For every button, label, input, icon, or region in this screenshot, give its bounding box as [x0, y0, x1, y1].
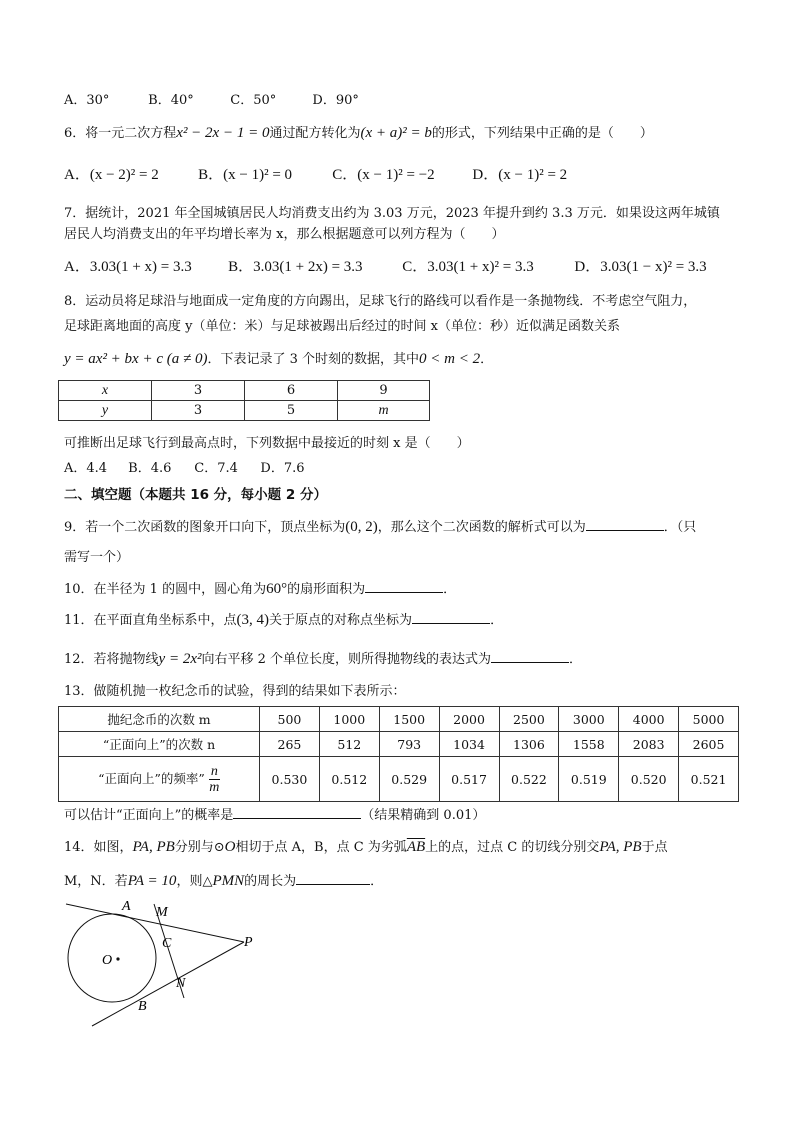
table-cell: 0.530: [260, 757, 320, 802]
q10-angle: 60°: [266, 581, 288, 597]
table-cell: 0.521: [679, 757, 739, 802]
q7-line-2: 居民人均消费支出的年平均增长率为 x，那么根据题意可以列方程为（ ）: [64, 227, 505, 242]
table-cell: 265: [260, 732, 320, 757]
q9-line-2: 需写一个）: [64, 550, 130, 565]
section-title: 二、填空题（本题共 16 分，每小题 2 分）: [64, 487, 327, 503]
table-cell: 0.522: [499, 757, 559, 802]
label-n: N: [176, 976, 186, 991]
table-cell: 1500: [379, 707, 439, 732]
label-p: P: [244, 935, 253, 950]
q8-line-3: y = ax² + bx + c (a ≠ 0)．下表记录了 3 个时刻的数据，其中0 < m < 2．: [64, 351, 494, 367]
table-cell: 0.519: [559, 757, 619, 802]
label-a: A: [122, 899, 131, 914]
q7-option-a: A．3.03(1 + x) = 3.3: [64, 259, 192, 275]
table-cell: 500: [260, 707, 320, 732]
answer-blank[interactable]: [491, 650, 569, 663]
table-cell: 2083: [619, 732, 679, 757]
table-cell: 5: [245, 401, 338, 421]
q14-line-1: 14．如图，PA, PB分别与⊙O相切于点 A，B，点 C 为劣弧$\overline{AB}$上的点，过点 C 的切线分别交PA, PB于点: [64, 839, 668, 855]
q7-option-b: B．3.03(1 + 2x) = 3.3: [228, 259, 363, 275]
table-cell: 0.512: [319, 757, 379, 802]
q8-condition: 0 < m < 2: [419, 351, 481, 367]
table-cell: 512: [319, 732, 379, 757]
label-o: O: [102, 953, 113, 968]
q9-point: (0, 2): [345, 519, 378, 535]
table-cell: 1000: [319, 707, 379, 732]
answer-blank[interactable]: [586, 518, 664, 531]
q7-option-c: C．3.03(1 + x)² = 3.3: [402, 259, 534, 275]
q11: 11．在平面直角坐标系中，点(3, 4)关于原点的对称点坐标为 ．: [64, 612, 504, 628]
table-row: [59, 757, 739, 802]
q5-option-c: C．50°: [230, 93, 277, 108]
q8-line-2: 足球距离地面的高度 y（单位：米）与足球被踢出后经过的时间 x（单位：秒）近似满足函数关系: [64, 319, 620, 334]
q14-line-2: M，N．若PA = 10，则△PMN的周长为 ．: [64, 873, 384, 889]
label-m: M: [156, 905, 168, 920]
label-b: B: [138, 999, 147, 1014]
q6-option-a: A．(x − 2)² = 2: [64, 167, 159, 183]
q14-figure: [60, 890, 270, 1030]
q8-options: [64, 460, 305, 478]
q8-table: [58, 380, 430, 421]
table-cell: m: [338, 401, 430, 421]
tangent-pb: [92, 942, 244, 1026]
arc-ab: $\overline{AB}$: [406, 839, 426, 855]
q5-option-b: B．40°: [148, 93, 194, 108]
table-cell: x: [59, 381, 152, 401]
q6-equation: x² − 2x − 1 = 0: [176, 125, 270, 141]
q11-point: (3, 4): [236, 612, 270, 628]
q8-formula: y = ax² + bx + c (a ≠ 0): [64, 351, 208, 367]
table-cell: 0.529: [379, 757, 439, 802]
answer-blank[interactable]: [412, 611, 490, 624]
q8-option-a: A．4.4: [64, 461, 108, 476]
q10: 10．在半径为 1 的圆中，圆心角为60°的扇形面积为 ．: [64, 581, 457, 597]
q12: 12．若将抛物线y = 2x²向右平移 2 个单位长度，则所得抛物线的表达式为 ．: [64, 651, 583, 667]
label-c: C: [162, 936, 172, 951]
q6-stem: 6．将一元二次方程x² − 2x − 1 = 0通过配方转化为(x + a)² = b的形式，下列结果中正确的是（ ）: [64, 125, 653, 141]
q13-after: 可以估计“正面向上”的概率是 （结果精确到 0.01）: [64, 808, 486, 823]
table-cell: y: [59, 401, 152, 421]
answer-blank[interactable]: [296, 872, 370, 885]
table-cell: 2605: [679, 732, 739, 757]
table-cell: 3000: [559, 707, 619, 732]
table-cell: 3: [152, 381, 245, 401]
q8-option-c: C．7.4: [194, 461, 238, 476]
q5-option-d: D．90°: [312, 93, 359, 108]
q7-option-d: D．3.03(1 − x)² = 3.3: [574, 259, 707, 275]
table-row: [59, 381, 430, 401]
answer-blank[interactable]: [233, 806, 361, 819]
q7-line-1: 7．据统计，2021 年全国城镇居民人均消费支出约为 3.03 万元，2023 年提升到约 3.3 万元．如果设这两年城镇: [64, 206, 720, 221]
q6-option-b: B．(x − 1)² = 0: [198, 167, 293, 183]
table-cell: 5000: [679, 707, 739, 732]
q8-after: 可推断出足球飞行到最高点时，下列数据中最接近的时刻 x 是（ ）: [64, 436, 470, 451]
table-cell: 1306: [499, 732, 559, 757]
q6-option-c: C．(x − 1)² = −2: [332, 167, 435, 183]
row-header: “正面向上”的频率” $\frac{n}{m}$: [59, 757, 260, 802]
q13-intro: 13．做随机抛一枚纪念币的试验，得到的结果如下表所示：: [64, 684, 406, 699]
table-cell: 0.520: [619, 757, 679, 802]
q6-options: [64, 166, 567, 185]
table-cell: 4000: [619, 707, 679, 732]
q6-form: (x + a)² = b: [360, 125, 432, 141]
q5-option-a: A．30°: [64, 93, 110, 108]
q8-option-b: B．4.6: [128, 461, 172, 476]
table-row: [59, 401, 430, 421]
tangent-pa: [66, 904, 244, 942]
row-header: 抛纪念币的次数 m: [59, 707, 260, 732]
q9-line-1: 9．若一个二次函数的图象开口向下，顶点坐标为(0, 2)，那么这个二次函数的解析式可以为 ．（只: [64, 519, 697, 535]
q13-table: [58, 706, 739, 802]
table-row: [59, 707, 739, 732]
table-cell: 1034: [439, 732, 499, 757]
table-cell: 793: [379, 732, 439, 757]
q8-option-d: D．7.6: [260, 461, 305, 476]
table-cell: 0.517: [439, 757, 499, 802]
table-row: [59, 732, 739, 757]
q5-options: [64, 92, 359, 110]
center-point: [116, 957, 119, 960]
row-header: “正面向上”的次数 n: [59, 732, 260, 757]
q12-formula: y = 2x²: [158, 651, 202, 667]
table-cell: 3: [152, 401, 245, 421]
fraction: $\frac{n}{m}$: [209, 763, 220, 795]
table-cell: 6: [245, 381, 338, 401]
q6-option-d: D．(x − 1)² = 2: [472, 167, 568, 183]
table-cell: 2000: [439, 707, 499, 732]
answer-blank[interactable]: [365, 580, 443, 593]
q7-options: [64, 258, 707, 277]
table-cell: 9: [338, 381, 430, 401]
q8-line-1: 8．运动员将足球沿与地面成一定角度的方向踢出，足球飞行的路线可以看作是一条抛物线．不考虑空气阻力，: [64, 294, 697, 309]
table-cell: 2500: [499, 707, 559, 732]
table-cell: 1558: [559, 732, 619, 757]
